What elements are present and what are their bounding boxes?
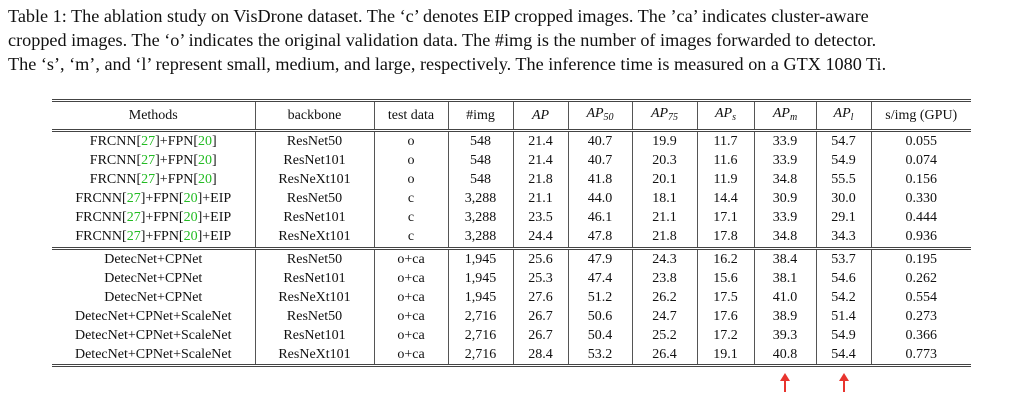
caption-line-2: cropped images. The ‘o’ indicates the original validation data. The #img is the number of images forwarded to detector.	[8, 30, 877, 50]
cell-time: 0.074	[871, 151, 971, 170]
cell-ap50: 51.2	[568, 288, 632, 307]
table-row	[52, 269, 971, 288]
cell-img: 548	[448, 131, 513, 152]
cell-ap50: 40.7	[568, 131, 632, 152]
method-part: ]+FPN[	[155, 134, 199, 149]
cell-ap75: 24.7	[632, 307, 697, 326]
cell-apl: 51.4	[816, 307, 871, 326]
cell-apm: 40.8	[754, 345, 816, 366]
cell-ap75: 25.2	[632, 326, 697, 345]
cell-apm: 38.4	[754, 248, 816, 269]
cell-time: 0.936	[871, 227, 971, 248]
method-part: ]+FPN[	[140, 210, 184, 226]
header-ap50: $AP_{50}$	[568, 101, 632, 131]
header-ap75: $AP_{75}$	[632, 101, 697, 131]
cell-ap75: 19.9	[632, 131, 697, 152]
cell-ap: 25.6	[513, 248, 568, 269]
citation-link: 27	[126, 191, 141, 207]
cell-aps: 11.6	[697, 151, 754, 170]
cell-time: 0.156	[871, 170, 971, 189]
cell-apl: 54.6	[816, 269, 871, 288]
cell-img: 1,945	[448, 288, 513, 307]
cell-aps: 17.8	[697, 227, 754, 248]
method-part: ]+FPN[	[140, 191, 184, 207]
header-apm: $AP_m$	[754, 101, 816, 131]
cell-method: DetecNet+CPNet	[104, 270, 203, 286]
header-ap: AP	[513, 101, 568, 131]
caption-line-1: Table 1: The ablation study on VisDrone dataset. The ‘c’ denotes EIP cropped images. The ’ca’ indicates cluster-aware	[8, 6, 869, 26]
table-row	[52, 227, 971, 248]
cell-aps: 19.1	[697, 345, 754, 366]
table-row	[52, 345, 971, 366]
cell-data: o+ca	[374, 288, 448, 307]
cell-aps: 11.9	[697, 170, 754, 189]
header-backbone: backbone	[255, 101, 374, 131]
citation-link: 27	[141, 134, 156, 149]
citation-link: 27	[126, 229, 141, 245]
cell-apl: 54.7	[816, 131, 871, 152]
cell-backbone: ResNet101	[255, 326, 374, 345]
table-row	[52, 288, 971, 307]
cell-time: 0.444	[871, 208, 971, 227]
citation-link: 20	[198, 172, 213, 188]
cell-img: 2,716	[448, 326, 513, 345]
cell-time: 0.055	[871, 131, 971, 152]
cell-img: 3,288	[448, 227, 513, 248]
cell-method	[52, 208, 255, 227]
header-test-data: test data	[374, 101, 448, 131]
table-caption	[8, 4, 1020, 76]
cell-ap50: 46.1	[568, 208, 632, 227]
cell-backbone: ResNet101	[255, 269, 374, 288]
method-part: FRCNN[	[89, 172, 142, 188]
cell-apl: 54.9	[816, 151, 871, 170]
cell-backbone: ResNeXt101	[255, 170, 374, 189]
cell-method: DetecNet+CPNet	[104, 289, 203, 305]
cell-time: 0.262	[871, 269, 971, 288]
arrow-up-icon	[839, 373, 849, 393]
method-part: FRCNN[	[89, 134, 142, 149]
cell-apm: 33.9	[754, 151, 816, 170]
cell-apm: 33.9	[754, 131, 816, 152]
cell-ap: 26.7	[513, 326, 568, 345]
header-row	[52, 101, 971, 131]
cell-method	[52, 170, 255, 189]
method-part: ]+FPN[	[140, 229, 184, 245]
cell-img: 3,288	[448, 208, 513, 227]
method-part: ]+EIP	[197, 229, 232, 245]
cell-ap: 21.1	[513, 189, 568, 208]
cell-time: 0.195	[871, 248, 971, 269]
cell-time: 0.773	[871, 345, 971, 366]
header-methods: Methods	[128, 108, 178, 123]
cell-ap50: 47.4	[568, 269, 632, 288]
cell-data: o+ca	[374, 345, 448, 366]
table-row	[52, 307, 971, 326]
cell-ap75: 21.8	[632, 227, 697, 248]
cell-ap50: 53.2	[568, 345, 632, 366]
cell-backbone: ResNet50	[255, 307, 374, 326]
cell-apm: 38.9	[754, 307, 816, 326]
cell-img: 3,288	[448, 189, 513, 208]
cell-apl: 54.9	[816, 326, 871, 345]
cell-img: 2,716	[448, 307, 513, 326]
cell-time: 0.554	[871, 288, 971, 307]
method-part: FRCNN[	[89, 153, 142, 169]
cell-method: DetecNet+CPNet+ScaleNet	[52, 345, 255, 366]
table-row	[52, 170, 971, 189]
cell-backbone: ResNeXt101	[255, 345, 374, 366]
cell-apl: 54.2	[816, 288, 871, 307]
cell-ap: 23.5	[513, 208, 568, 227]
cell-method	[52, 151, 255, 170]
cell-method: DetecNet+CPNet+ScaleNet	[74, 327, 232, 343]
cell-data: o+ca	[374, 307, 448, 326]
table-row	[52, 208, 971, 227]
cell-apl: 29.1	[816, 208, 871, 227]
cell-data: o+ca	[374, 248, 448, 269]
method-part: ]	[212, 153, 217, 169]
cell-ap: 28.4	[513, 345, 568, 366]
citation-link: 20	[198, 134, 213, 149]
table-row	[52, 131, 971, 152]
method-part: ]+FPN[	[155, 172, 199, 188]
citation-link: 27	[141, 172, 156, 188]
cell-apl: 53.7	[816, 248, 871, 269]
cell-ap: 27.6	[513, 288, 568, 307]
cell-aps: 16.2	[697, 248, 754, 269]
cell-ap75: 26.2	[632, 288, 697, 307]
cell-backbone: ResNet50	[255, 131, 374, 152]
cell-aps: 17.1	[697, 208, 754, 227]
cell-apm: 34.8	[754, 170, 816, 189]
header-time: s/img (GPU)	[871, 101, 971, 131]
cell-img: 1,945	[448, 269, 513, 288]
cell-apl: 30.0	[816, 189, 871, 208]
cell-backbone: ResNet50	[255, 189, 374, 208]
cell-img: 2,716	[448, 345, 513, 366]
cell-apm: 41.0	[754, 288, 816, 307]
cell-ap: 24.4	[513, 227, 568, 248]
cell-aps: 15.6	[697, 269, 754, 288]
cell-method	[52, 131, 255, 152]
cell-aps: 17.5	[697, 288, 754, 307]
cell-data: o	[374, 131, 448, 152]
cell-method	[52, 189, 255, 208]
cell-backbone: ResNet101	[255, 208, 374, 227]
cell-apm: 30.9	[754, 189, 816, 208]
cell-apl: 34.3	[816, 227, 871, 248]
method-part: ]	[212, 172, 217, 188]
cell-ap50: 41.8	[568, 170, 632, 189]
cell-data: o+ca	[374, 326, 448, 345]
cell-img: 1,945	[448, 248, 513, 269]
table-row	[52, 151, 971, 170]
table-row	[52, 189, 971, 208]
citation-link: 27	[126, 210, 141, 226]
cell-data: c	[374, 227, 448, 248]
cell-ap: 21.4	[513, 151, 568, 170]
cell-method: DetecNet+CPNet	[52, 248, 255, 269]
citation-link: 20	[198, 153, 213, 169]
cell-ap: 25.3	[513, 269, 568, 288]
citation-link: 27	[141, 153, 156, 169]
cell-method: DetecNet+CPNet+ScaleNet	[74, 308, 232, 324]
cell-apm: 38.1	[754, 269, 816, 288]
cell-ap50: 40.7	[568, 151, 632, 170]
cell-aps: 17.6	[697, 307, 754, 326]
cell-apl: 55.5	[816, 170, 871, 189]
cell-time: 0.366	[871, 326, 971, 345]
cell-ap50: 47.8	[568, 227, 632, 248]
cell-apm: 39.3	[754, 326, 816, 345]
cell-time: 0.330	[871, 189, 971, 208]
cell-backbone: ResNet50	[255, 248, 374, 269]
cell-ap: 21.4	[513, 131, 568, 152]
cell-apl: 54.4	[816, 345, 871, 366]
table-group-frcnn	[52, 131, 971, 249]
cell-ap75: 24.3	[632, 248, 697, 269]
cell-img: 548	[448, 170, 513, 189]
cell-ap75: 23.8	[632, 269, 697, 288]
header-aps: $AP_s$	[697, 101, 754, 131]
table-row	[52, 248, 971, 269]
header-apl: $AP_l$	[816, 101, 871, 131]
table-group-detecnet	[52, 248, 971, 366]
arrow-up-icon	[780, 373, 790, 393]
cell-method	[52, 227, 255, 248]
cell-ap: 26.7	[513, 307, 568, 326]
citation-link: 20	[183, 210, 198, 226]
caption-line-3: The ‘s’, ‘m’, and ‘l’ represent small, medium, and large, respectively. The inference time is measured on a GTX 1080 Ti.	[8, 54, 887, 74]
cell-backbone: ResNet101	[255, 151, 374, 170]
cell-aps: 17.2	[697, 326, 754, 345]
cell-data: o	[374, 170, 448, 189]
cell-data: c	[374, 189, 448, 208]
cell-apm: 34.8	[754, 227, 816, 248]
citation-link: 20	[183, 191, 198, 207]
method-part: FRCNN[	[75, 191, 127, 207]
header-img: #img	[448, 101, 513, 131]
cell-ap50: 50.4	[568, 326, 632, 345]
cell-ap75: 18.1	[632, 189, 697, 208]
cell-ap50: 47.9	[568, 248, 632, 269]
cell-ap75: 20.1	[632, 170, 697, 189]
method-part: ]+EIP	[197, 191, 232, 207]
cell-apm: 33.9	[754, 208, 816, 227]
ablation-table	[52, 99, 971, 367]
cell-data: o+ca	[374, 269, 448, 288]
cell-ap: 21.8	[513, 170, 568, 189]
cell-img: 548	[448, 151, 513, 170]
cell-data: c	[374, 208, 448, 227]
citation-link: 20	[183, 229, 198, 245]
cell-aps: 11.7	[697, 131, 754, 152]
cell-backbone: ResNeXt101	[255, 288, 374, 307]
cell-data: o	[374, 151, 448, 170]
cell-time: 0.273	[871, 307, 971, 326]
cell-ap75: 20.3	[632, 151, 697, 170]
method-part: FRCNN[	[75, 229, 127, 245]
method-part: ]	[212, 134, 217, 149]
method-part: ]+EIP	[197, 210, 232, 226]
cell-ap50: 44.0	[568, 189, 632, 208]
cell-ap50: 50.6	[568, 307, 632, 326]
cell-aps: 14.4	[697, 189, 754, 208]
cell-ap75: 26.4	[632, 345, 697, 366]
method-part: ]+FPN[	[155, 153, 199, 169]
table-row	[52, 326, 971, 345]
method-part: FRCNN[	[75, 210, 127, 226]
cell-backbone: ResNeXt101	[255, 227, 374, 248]
cell-ap75: 21.1	[632, 208, 697, 227]
